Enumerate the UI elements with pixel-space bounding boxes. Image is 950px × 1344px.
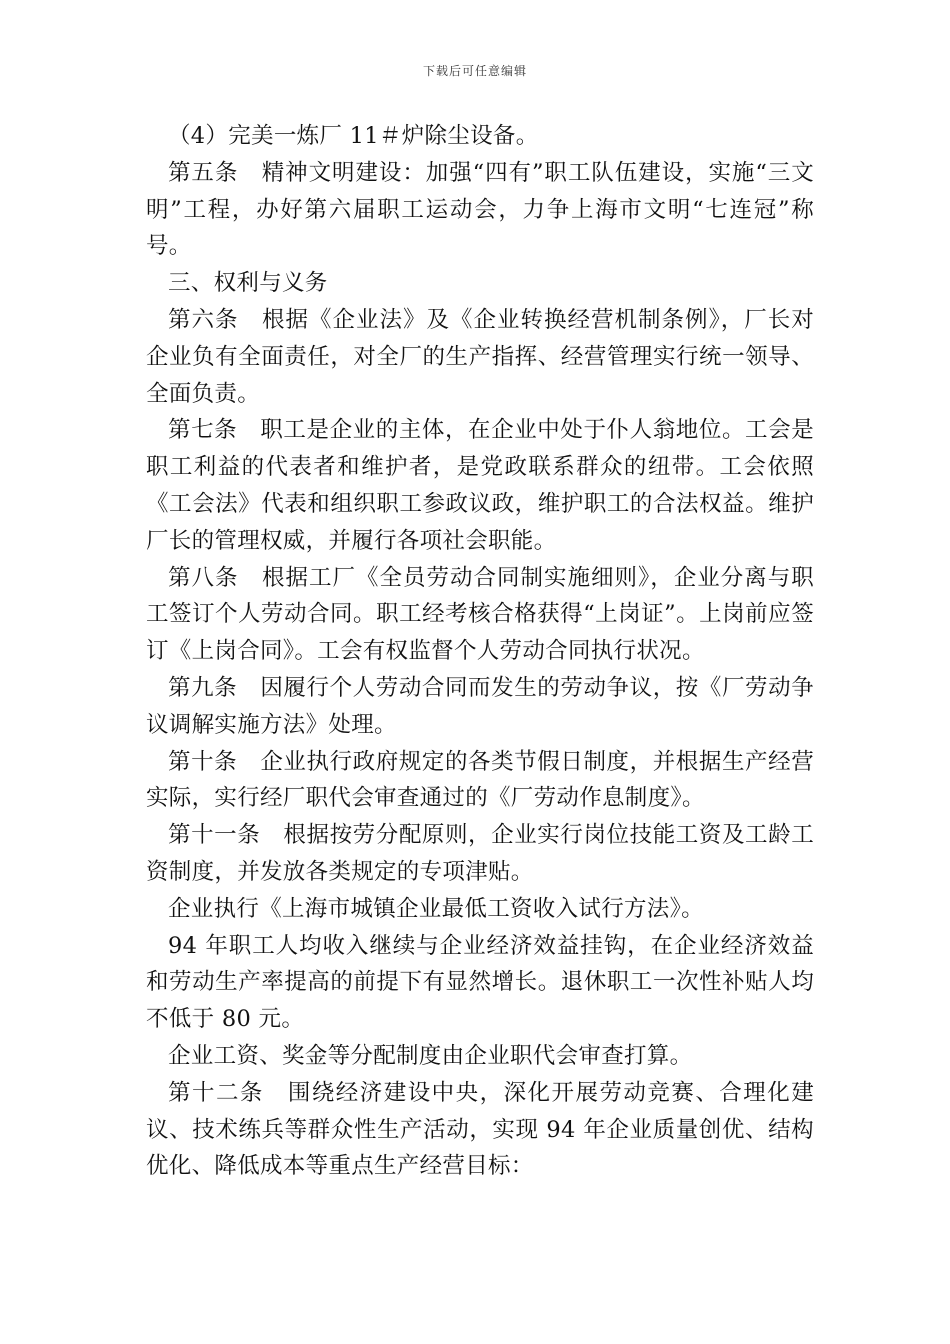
- paragraph: （4）完美一炼厂 11＃炉除尘设备。: [168, 123, 539, 149]
- paragraph: 第十条 企业执行政府规定的各类节假日制度，并根据生产经营实际，实行经厂职代会审查通过的《厂劳动作息制度》。: [146, 748, 814, 812]
- paragraph: 第六条 根据《企业法》及《企业转换经营机制条例》，厂长对企业负有全面责任，对全厂的生产指挥、经营管理实行统一领导、全面负责。: [146, 306, 814, 407]
- paragraph: 第十一条 根据按劳分配原则，企业实行岗位技能工资及工龄工资制度，并发放各类规定的专项津贴。: [146, 822, 814, 885]
- paragraph: 第七条 职工是企业的主体，在企业中处于仆人翁地位。工会是职工利益的代表者和维护者，是党政联系群众的纽带。工会依照《工会法》代表和组织职工参政议政，维护职工的合法权益。维护厂长的管理权威，并履行各项社会职能。: [146, 417, 814, 554]
- paragraph: 第五条 精神文明建设：加强“四有”职工队伍建设，实施“三文明”工程，办好第六届职工运动会，力争上海市文明“七连冠”称号。: [146, 159, 814, 260]
- paragraph: 94 年职工人均收入继续与企业经济效益挂钩，在企业经济效益和劳动生产率提高的前提下有显然增长。退休职工一次性补贴人均不低于 80 元。: [146, 932, 814, 1033]
- section-heading: 三、权利与义务: [168, 270, 328, 297]
- paragraph: 企业工资、奖金等分配制度由企业职代会审查打算。: [168, 1042, 693, 1069]
- paragraph: 企业执行《上海市城镇企业最低工资收入试行方法》。: [168, 895, 704, 922]
- paragraph: 第九条 因履行个人劳动合同而发生的劳动争议，按《厂劳动争议调解实施方法》处理。: [146, 674, 814, 738]
- paragraph: 第八条 根据工厂《全员劳动合同制实施细则》，企业分离与职工签订个人劳动合同。职工经考核合格获得“上岗证”。上岗前应签订《上岗合同》。工会有权监督个人劳动合同执行状况。: [146, 564, 814, 665]
- paragraph: 第十二条 围绕经济建设中央，深化开展劳动竞赛、合理化建议、技术练兵等群众性生产活动，实现 94 年企业质量创优、结构优化、降低成本等重点生产经营目标：: [146, 1079, 814, 1180]
- document-body: [146, 118, 814, 1185]
- header-note: 下载后可任意编辑: [422, 64, 527, 78]
